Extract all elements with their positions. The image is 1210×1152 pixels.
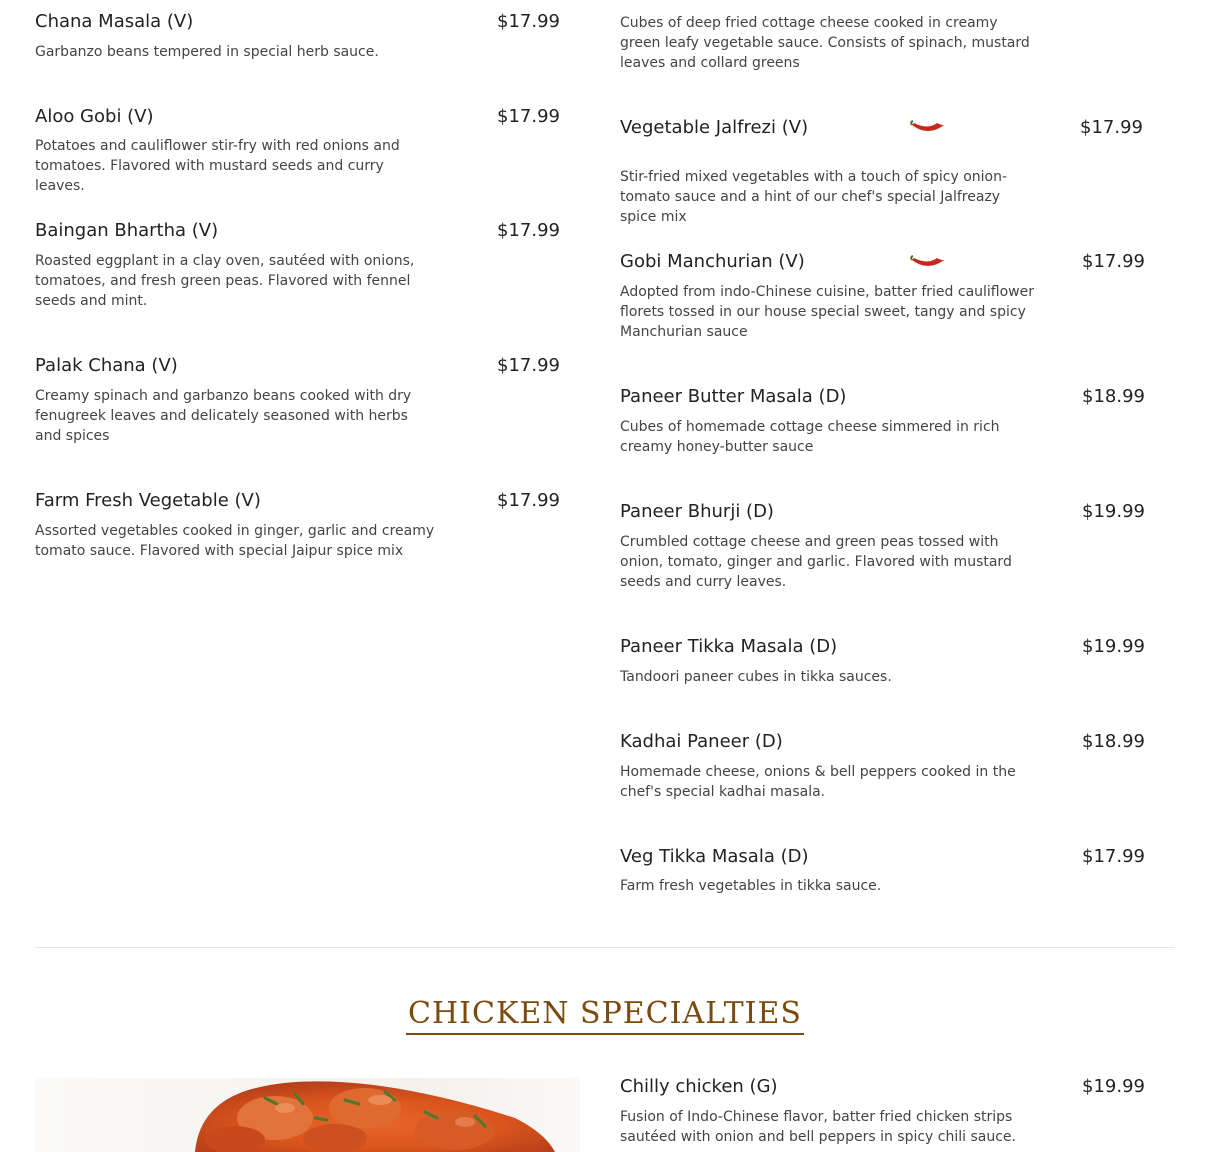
menu-item-kadhai-paneer bbox=[620, 730, 1145, 810]
menu-item-description: Garbanzo beans tempered in special herb sauce. bbox=[35, 44, 379, 60]
menu-item-description: Assorted vegetables cooked in ginger, garlic and creamy tomato sauce. Flavored with special Jaipur spice mix bbox=[35, 523, 435, 559]
menu-item-description: Tandoori paneer cubes in tikka sauces. bbox=[620, 669, 892, 685]
menu-item-price: $19.99 bbox=[1082, 501, 1145, 522]
menu-item-paneer-butter-masala bbox=[620, 385, 1145, 465]
menu-item-name: Chilly chicken (G) bbox=[620, 1076, 778, 1097]
menu-item-vegetable-jalfrezi bbox=[620, 116, 1145, 225]
menu-item-name: Palak Chana (V) bbox=[35, 355, 178, 376]
menu-item-name: Kadhai Paneer (D) bbox=[620, 731, 783, 752]
menu-item-farm-fresh-vegetable bbox=[35, 489, 560, 569]
chili-pepper-icon bbox=[910, 119, 946, 137]
menu-item-description: Homemade cheese, onions & bell peppers cooked in the chef's special kadhai masala. bbox=[620, 764, 1016, 800]
menu-item-description: Cubes of homemade cottage cheese simmered in rich creamy honey-butter sauce bbox=[620, 419, 1000, 455]
menu-item-name: Paneer Bhurji (D) bbox=[620, 501, 774, 522]
chicken-dish-photo bbox=[35, 1078, 580, 1152]
menu-item-price: $17.99 bbox=[497, 11, 560, 32]
menu-item-chilly-chicken bbox=[620, 1075, 1145, 1152]
menu-item-name: Gobi Manchurian (V) bbox=[620, 251, 805, 272]
menu-item-name: Vegetable Jalfrezi (V) bbox=[620, 117, 809, 138]
menu-item-price: $17.99 bbox=[497, 106, 560, 127]
menu-item-gobi-manchurian bbox=[620, 250, 1145, 350]
menu-item-name: Veg Tikka Masala (D) bbox=[620, 846, 809, 867]
section-title-chicken-specialties bbox=[0, 996, 1210, 1031]
section-title-text: CHICKEN SPECIALTIES bbox=[406, 996, 804, 1035]
menu-item-price: $19.99 bbox=[1082, 1076, 1145, 1097]
menu-item-description: Stir-fried mixed vegetables with a touch of spicy onion-tomato sauce and a hint of our chef's special Jalfreazy spice mix bbox=[620, 169, 1008, 225]
menu-item-aloo-gobi bbox=[35, 105, 560, 194]
menu-item-paneer-bhurji bbox=[620, 500, 1145, 600]
menu-item-description: Adopted from indo-Chinese cuisine, batter fried cauliflower florets tossed in our house special sweet, tangy and spicy Manchurian sauce bbox=[620, 284, 1034, 340]
menu-item-paneer-tikka-masala bbox=[620, 635, 1145, 695]
menu-item-price: $17.99 bbox=[497, 220, 560, 241]
menu-item-price: $18.99 bbox=[1082, 731, 1145, 752]
menu-item-price: $17.99 bbox=[1082, 846, 1145, 867]
menu-item-name: Baingan Bhartha (V) bbox=[35, 220, 219, 241]
menu-item-price: $17.99 bbox=[1080, 117, 1143, 138]
menu-item-price: $17.99 bbox=[497, 355, 560, 376]
menu-item-baingan-bhartha bbox=[35, 219, 560, 319]
menu-item-price: $17.99 bbox=[497, 490, 560, 511]
menu-item-description: Fusion of Indo-Chinese flavor, batter fried chicken strips sautéed with onion and bell peppers in spicy chili sauce. bbox=[620, 1109, 1016, 1145]
menu-item-name: Paneer Butter Masala (D) bbox=[620, 386, 847, 407]
menu-item-chana-masala bbox=[35, 10, 560, 70]
menu-item-description: Roasted eggplant in a clay oven, sautéed with onions, tomatoes, and fresh green peas. Flavored with fennel seeds and mint. bbox=[35, 253, 415, 309]
chicken-dish-image bbox=[35, 1078, 580, 1152]
menu-item-name: Paneer Tikka Masala (D) bbox=[620, 636, 838, 657]
menu-item-name: Farm Fresh Vegetable (V) bbox=[35, 490, 261, 511]
menu-item-description: Creamy spinach and garbanzo beans cooked with dry fenugreek leaves and delicately seasoned with herbs and spices bbox=[35, 388, 412, 444]
chili-pepper-icon bbox=[910, 254, 946, 272]
menu-item-palak-chana bbox=[35, 354, 560, 454]
menu-item-description: Farm fresh vegetables in tikka sauce. bbox=[620, 878, 882, 894]
menu-item-price: $19.99 bbox=[1082, 636, 1145, 657]
menu-item-description: Cubes of deep fried cottage cheese cooked in creamy green leafy vegetable sauce. Consists of spinach, mustard leaves and collard greens bbox=[620, 15, 1030, 71]
menu-item-description: Potatoes and cauliflower stir-fry with red onions and tomatoes. Flavored with mustard seeds and curry leaves. bbox=[35, 138, 400, 194]
menu-item-description: Crumbled cottage cheese and green peas tossed with onion, tomato, ginger and garlic. Flavored with mustard seeds and curry leaves. bbox=[620, 534, 1012, 590]
menu-item-palak-paneer bbox=[620, 0, 1145, 80]
menu-item-name: Chana Masala (V) bbox=[35, 11, 194, 32]
menu-item-price: $17.99 bbox=[1082, 251, 1145, 272]
menu-item-price: $18.99 bbox=[1082, 386, 1145, 407]
section-divider bbox=[35, 947, 1175, 948]
menu-item-veg-tikka-masala bbox=[620, 845, 1145, 905]
menu-item-name: Aloo Gobi (V) bbox=[35, 106, 154, 127]
